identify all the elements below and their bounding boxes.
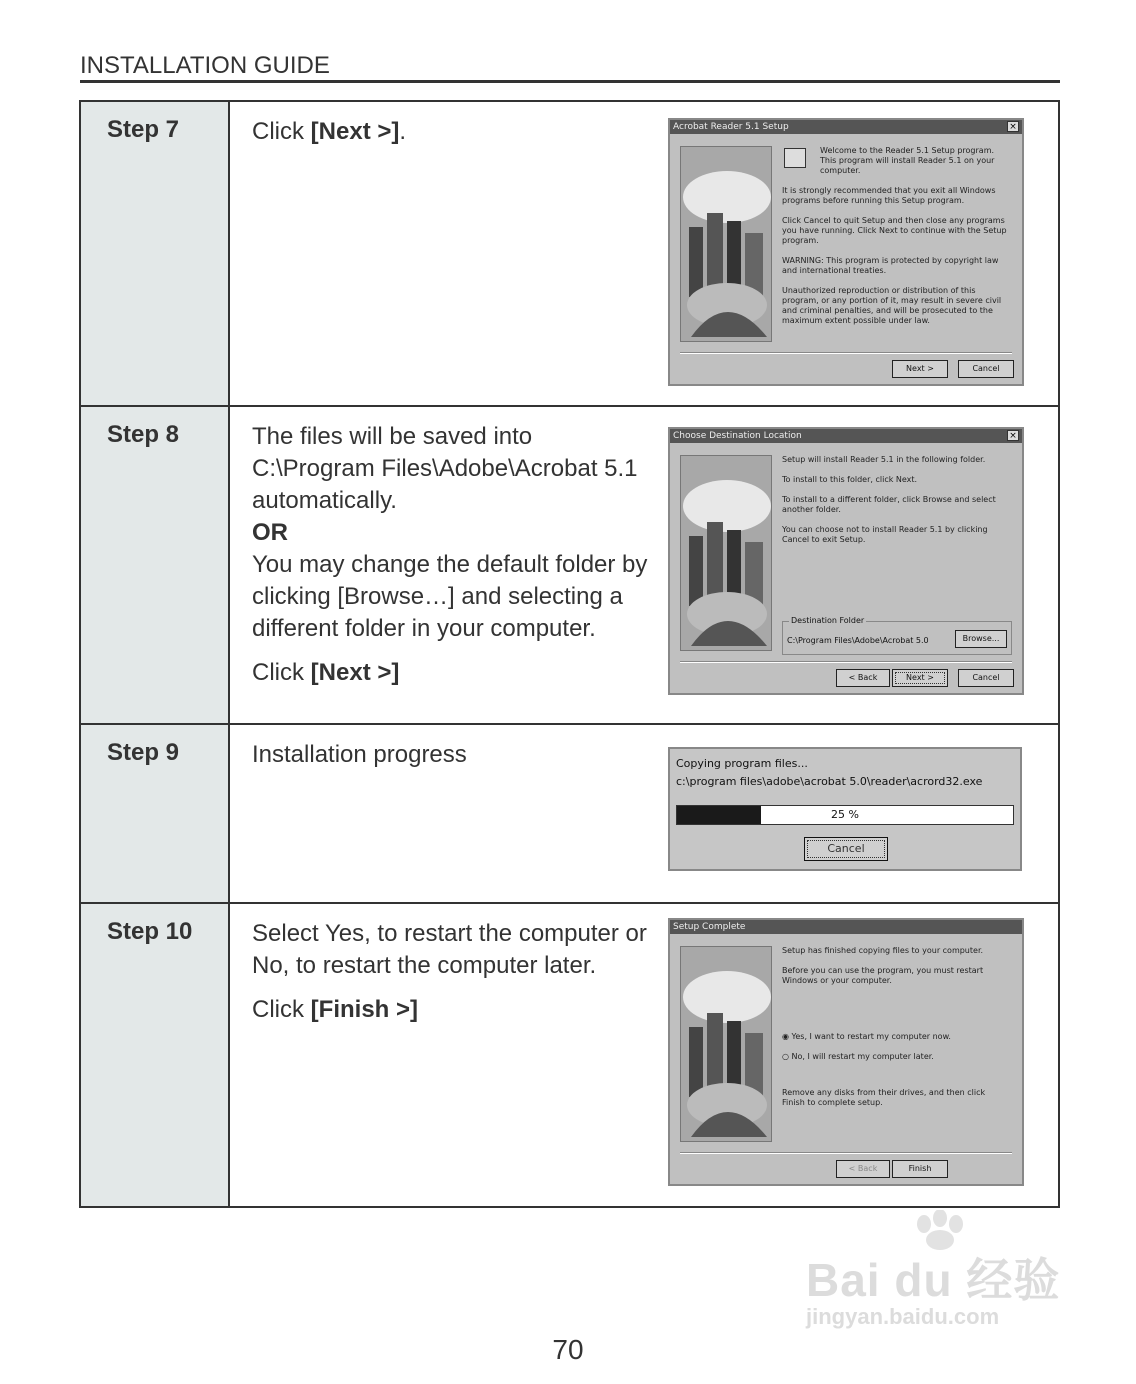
next-button[interactable]: Next >	[892, 669, 948, 687]
destination-folder-label: Destination Folder	[791, 616, 865, 625]
step-text: The files will be saved into C:\Program Files\Adobe\Acrobat 5.1 automatically. OR You may change the default folder by clicking [Browse…] and selecting a different folder in your computer. Click [Next >]	[252, 423, 648, 686]
browse-button[interactable]: Browse...	[955, 630, 1007, 648]
baidu-watermark	[800, 1210, 1070, 1340]
setup-welcome-dialog	[668, 118, 1024, 386]
page-header: INSTALLATION GUIDE	[80, 52, 330, 79]
close-icon[interactable]: ×	[1007, 121, 1019, 132]
step-label: Step 7	[81, 102, 230, 405]
destination-dialog	[668, 427, 1024, 695]
radio-empty-icon: ○	[782, 1052, 792, 1061]
progress-file-path: c:\program files\adobe\acrobat 5.0\reader\acrord32.exe	[676, 775, 983, 788]
setup-artwork-image	[680, 455, 772, 651]
step-text: Click [Next >].	[252, 118, 407, 145]
cancel-button[interactable]: Cancel	[958, 360, 1014, 378]
setup-artwork-image	[680, 946, 772, 1142]
dialog-separator	[680, 352, 1012, 354]
step-text: Installation progress	[252, 741, 467, 768]
dialog-text: Setup will install Reader 5.1 in the following folder. To install to this folder, click Next. To install to a different folder, click Browse and select another folder. You can choose not to install Reader 5.1 by clicking Cancel to exit Setup.	[782, 455, 996, 544]
destination-folder-path: C:\Program Files\Adobe\Acrobat 5.0	[787, 636, 929, 645]
progress-percent: 25 %	[831, 808, 859, 821]
step-text: Select Yes, to restart the computer or No, to restart the computer later. Click [Finish >]	[252, 920, 647, 1023]
back-button[interactable]: < Back	[836, 1160, 890, 1178]
step-row-7	[81, 102, 1058, 407]
step-row-8	[81, 407, 1058, 725]
radio-selected-icon: ◉	[782, 1032, 792, 1041]
setup-computer-icon	[784, 148, 806, 168]
page-number: 70	[552, 1334, 584, 1365]
dialog-text: Setup has finished copying files to your computer. Before you can use the program, you must restart Windows or your computer. ◉ Yes, I want to restart my computer now. ○ No, I will restart my computer later. Remove any disks from their drives, and then click Finish to complete setup.	[782, 946, 1010, 1118]
next-button[interactable]: Next >	[892, 360, 948, 378]
radio-yes[interactable]: ◉ Yes, I want to restart my computer now.	[782, 1032, 951, 1041]
step-label: Step 9	[81, 725, 230, 902]
header-rule	[80, 80, 1060, 83]
step-label: Step 10	[81, 904, 230, 1206]
progress-bar	[676, 805, 1014, 825]
radio-no[interactable]: ○ No, I will restart my computer later.	[782, 1052, 934, 1061]
setup-complete-dialog	[668, 918, 1024, 1186]
dialog-separator	[680, 1152, 1012, 1154]
progress-status: Copying program files...	[676, 757, 808, 770]
watermark-logo: Bai du 经验	[806, 1254, 1061, 1306]
setup-artwork-image	[680, 146, 772, 342]
step-row-9	[81, 725, 1058, 904]
back-button[interactable]: < Back	[836, 669, 890, 687]
steps-table	[79, 100, 1060, 1208]
destination-folder-group	[782, 616, 1012, 655]
dialog-titlebar: Choose Destination Location ×	[670, 429, 1022, 443]
cancel-button[interactable]: Cancel	[804, 837, 888, 861]
cancel-button[interactable]: Cancel	[958, 669, 1014, 687]
finish-button[interactable]: Finish	[892, 1160, 948, 1178]
step-row-10	[81, 904, 1058, 1206]
step-label: Step 8	[81, 407, 230, 723]
dialog-titlebar: Acrobat Reader 5.1 Setup ×	[670, 120, 1022, 134]
dialog-text: Welcome to the Reader 5.1 Setup program. This program will install Reader 5.1 on your computer. It is strongly recommended that you exit all Windows programs before running this Setup program. Click Cancel to quit Setup and then close any programs you have running. Click Next to continue with the Setup program. WARNING: This program is protected by copyright law and international treaties. Unauthorized reproduction or distribution of this program, or any portion of it, may result in severe civil and criminal penalties, and will be prosecuted to the maximum extent possible under law.	[782, 146, 1007, 325]
close-icon[interactable]: ×	[1007, 430, 1019, 441]
dialog-titlebar: Setup Complete	[670, 920, 1022, 934]
copy-progress-dialog	[668, 747, 1022, 871]
dialog-separator	[680, 661, 1012, 663]
watermark-url: jingyan.baidu.com	[806, 1304, 1000, 1329]
